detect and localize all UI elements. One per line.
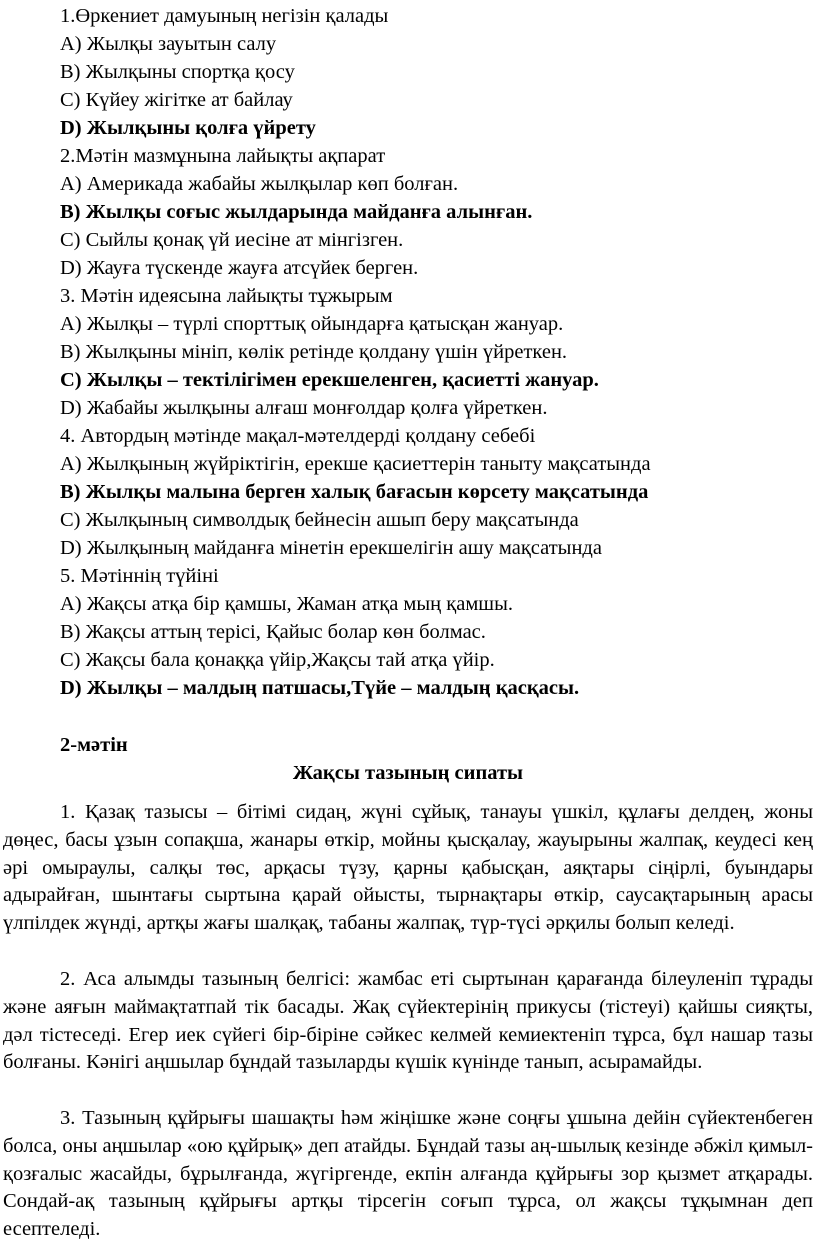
- question-2-option-d: D) Жауға түскенде жауға атсүйек берген.: [60, 257, 419, 279]
- question-4-prompt: 4. Автордың мәтінде мақал-мәтелдерді қолдану себебі: [60, 425, 536, 447]
- question-1-option-b: B) Жылқыны спортқа қосу: [60, 61, 295, 83]
- question-4-option-b-correct: B) Жылқы малына берген халық бағасын көрсету мақсатында: [60, 481, 649, 503]
- question-1-option-c: C) Күйеу жігітке ат байлау: [60, 89, 293, 111]
- question-5-option-a: A) Жақсы атқа бір қамшы, Жаман атқа мың қамшы.: [60, 593, 513, 615]
- question-2-prompt: 2.Мәтін мазмұнына лайықты ақпарат: [60, 145, 386, 167]
- question-4-option-d: D) Жылқының майданға мінетін ерекшелігін ашу мақсатында: [60, 537, 602, 559]
- question-5-option-b: B) Жақсы аттың терісі, Қайыс болар көн болмас.: [60, 621, 486, 643]
- question-3-option-a: A) Жылқы – түрлі спорттық ойындарға қатысқан жануар.: [60, 313, 564, 335]
- text-2-label: 2-мәтін: [60, 734, 128, 756]
- question-3-prompt: 3. Мәтін идеясына лайықты тұжырым: [60, 285, 393, 307]
- text-2-paragraph-2: 2. Аса алымды тазының белгісі: жамбас еті сыртынан қарағанда білеуленіп тұрады және аяғын маймақтатпай тік басады. Жақ сүйектерінің прикусы (тістеуі) қайшы сияқты, дәл тістеседі. Егер иек сүйегі бір-біріне сәйкес келмей кемиектеніп тұрса, бұл нашар тазы болғаны. Кәнігі аңшылар бұндай тазыларды күшік күнінде танып, асырамайды.: [3, 968, 813, 1074]
- question-1-prompt: 1.Өркениет дамуының негізін қалады: [60, 5, 389, 27]
- question-4-option-c: C) Жылқының символдық бейнесін ашып беру мақсатында: [60, 509, 579, 531]
- question-2-option-a: A) Америкада жабайы жылқылар көп болған.: [60, 173, 459, 195]
- question-1-option-d-correct: D) Жылқыны қолға үйрету: [60, 117, 316, 139]
- question-3-option-c-correct: C) Жылқы – тектілігімен ерекшеленген, қасиетті жануар.: [60, 369, 599, 391]
- question-1-option-a: A) Жылқы зауытын салу: [60, 33, 277, 55]
- text-2-paragraph-1: 1. Қазақ тазысы – бітімі сидаң, жүні сұйық, танауы үшкіл, құлағы делдең, жоны дөңес, басы ұзын сопақша, жанары өткір, мойны қысқалау, жауырыны жалпақ, кеудесі кең әрі омыраулы, салқы төс, арқасы түзу, қарны қабысқан, аяқтары сіңірлі, буындары адырайған, шынтағы сыртына қарай ойысты, тырнақтары өткір, саусақтарының арасы үлпілдек жүнді, артқы жағы шалқақ, табаны жалпақ, түр-түсі әрқилы болып келеді.: [3, 801, 813, 935]
- question-5-option-c: C) Жақсы бала қонаққа үйір,Жақсы тай атқа үйір.: [60, 649, 495, 671]
- question-3-option-b: B) Жылқыны мініп, көлік ретінде қолдану үшін үйреткен.: [60, 341, 568, 363]
- question-5-prompt: 5. Мәтіннің түйіні: [60, 565, 219, 587]
- text-2-paragraph-3: 3. Тазының құйрығы шашақты һәм жіңішке және соңғы ұшына дейін сүйектенбеген болса, оны аңшылар «ою құйрық» деп атайды. Бұндай тазы аң-шылық кезінде әбжіл қимыл-қозғалыс жасайды, бұрылғанда, жүгіргенде, екпін алғанда құйрығы зор қызмет атқарады. Сондай-ақ тазының құйрығы артқы тірсегін соғып тұрса, ол жақсы тұқымнан деп есептеледі.: [3, 1107, 813, 1241]
- question-2-option-c: C) Сыйлы қонақ үй иесіне ат мінгізген.: [60, 229, 404, 251]
- question-2-option-b-correct: B) Жылқы соғыс жылдарында майданға алынған.: [60, 201, 533, 223]
- question-4-option-a: A) Жылқының жүйріктігін, ерекше қасиеттерін таныту мақсатында: [60, 453, 651, 475]
- text-2-title: Жақсы тазының сипаты: [292, 762, 524, 784]
- question-5-option-d-correct: D) Жылқы – малдың патшасы,Түйе – малдың қасқасы.: [60, 677, 580, 699]
- question-3-option-d: D) Жабайы жылқыны алғаш монғолдар қолға үйреткен.: [60, 397, 548, 419]
